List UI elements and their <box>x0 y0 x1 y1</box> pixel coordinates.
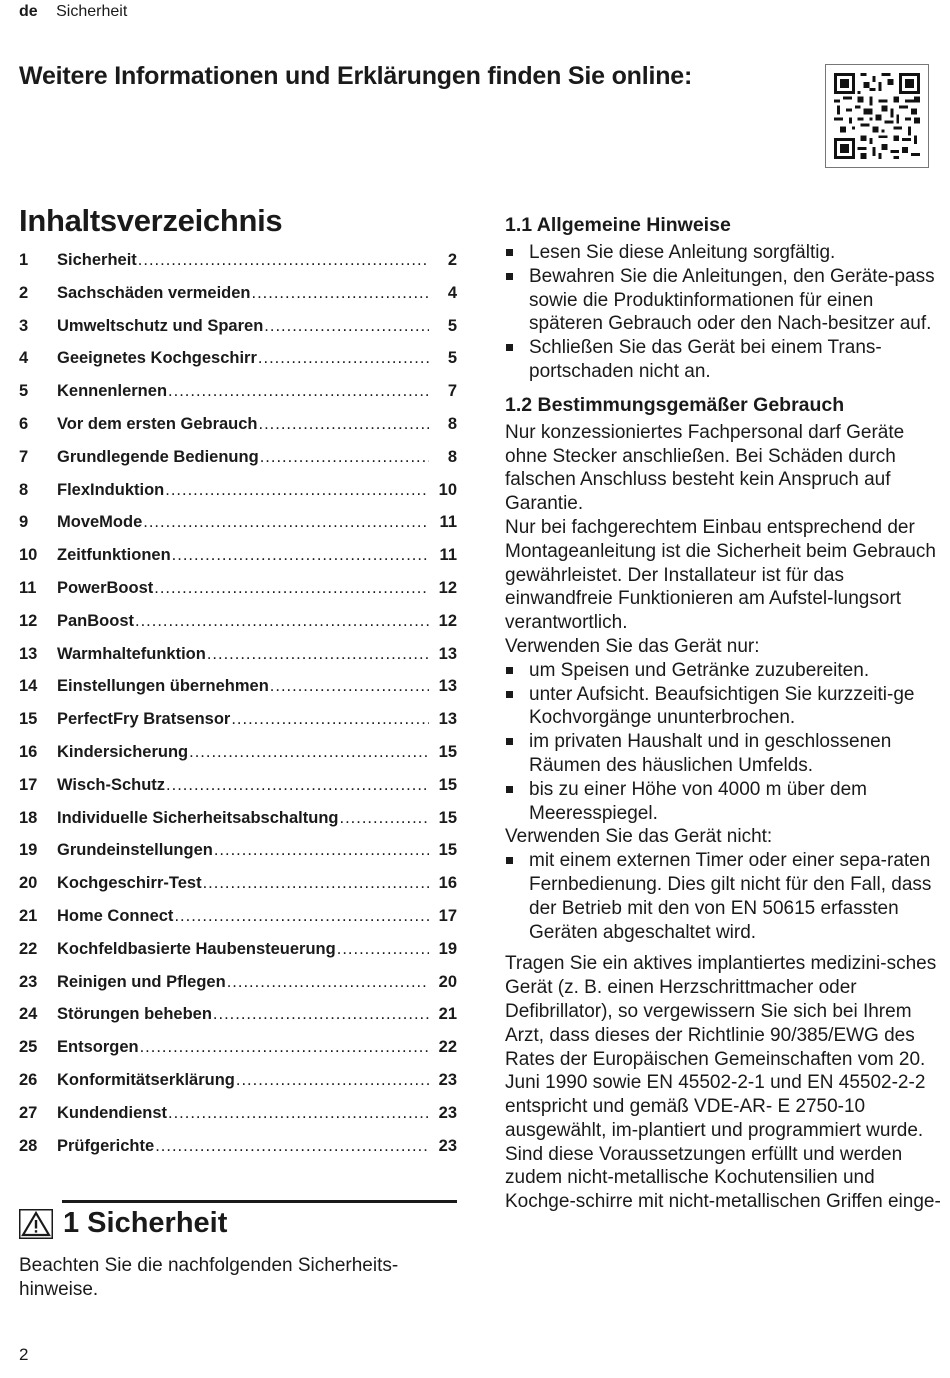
list-item: mit einem externen Timer oder einer sepa-raten Fernbedienung. Dies gilt nicht für den Fall, dass der Betrieb mit den von EN 50615 erfassten Geräten abgeschaltet wird. <box>505 849 945 944</box>
page-number: 2 <box>19 1345 29 1364</box>
toc-entry[interactable] <box>19 251 457 284</box>
toc-leader-dots <box>339 809 429 828</box>
toc-entry[interactable] <box>19 809 457 842</box>
toc-entry-number: 6 <box>19 414 29 433</box>
toc-entry-label: Störungen beheben <box>57 1005 212 1024</box>
toc-entry-label: Geeignetes Kochgeschirr <box>57 349 257 368</box>
toc-entry-number: 17 <box>19 775 38 794</box>
toc-entry-number: 13 <box>19 644 38 663</box>
list-item: Lesen Sie diese Anleitung sorgfältig. <box>505 241 945 265</box>
toc-title: Inhaltsverzeichnis <box>19 203 283 238</box>
toc-entry-page: 13 <box>438 644 457 663</box>
toc-entry-label: Konformitätserklärung <box>57 1070 235 1089</box>
toc-entry[interactable] <box>19 1005 457 1038</box>
toc-entry[interactable] <box>19 645 457 678</box>
toc-leader-dots <box>252 284 429 303</box>
toc-leader-dots <box>174 907 429 926</box>
toc-entry[interactable] <box>19 481 457 514</box>
toc-entry-label: Sachschäden vermeiden <box>57 283 251 302</box>
toc-entry[interactable] <box>19 349 457 382</box>
toc-entry-number: 15 <box>19 710 38 729</box>
toc-entry-label: Kundendienst <box>57 1103 167 1122</box>
toc-entry-number: 22 <box>19 939 38 958</box>
toc-entry-number: 21 <box>19 906 38 925</box>
toc-entry[interactable] <box>19 973 457 1006</box>
toc-entry-label: Sicherheit <box>57 251 137 269</box>
qr-code-icon <box>834 73 920 159</box>
header-section-title: Sicherheit <box>56 3 128 20</box>
toc-entry-label: Entsorgen <box>57 1038 139 1057</box>
prohibited-use-list <box>505 849 945 944</box>
toc-leader-dots <box>140 1038 429 1057</box>
toc-entry-number: 2 <box>19 283 29 302</box>
online-info-heading: Weitere Informationen und Erklärungen finden Sie online: <box>19 62 693 90</box>
section-divider <box>62 1200 457 1203</box>
toc-entry[interactable] <box>19 874 457 907</box>
paragraph: Nur konzessioniertes Fachpersonal darf Geräte ohne Stecker anschließen. Bei Schäden durch falschen Anschluss besteht kein Anspruch auf Garantie. <box>505 421 905 515</box>
paragraph: Nur bei fachgerechtem Einbau entsprechend der Montageanleitung ist die Sicherheit beim Gebrauch gewährleistet. Der Installateur ist für das einwandfreie Funktionieren am Aufstel-lungsort verantwortlich. <box>505 516 936 634</box>
section-title: 1 Sicherheit <box>63 1207 228 1239</box>
toc-leader-dots <box>168 1104 429 1123</box>
toc-leader-dots <box>258 349 429 368</box>
toc-entry-number: 3 <box>19 316 29 335</box>
toc-entry-label: Warmhaltefunktion <box>57 644 206 663</box>
toc-entry-page: 13 <box>438 710 457 729</box>
toc-entry-number: 4 <box>19 349 29 368</box>
list-item: bis zu einer Höhe von 4000 m über dem Meeresspiegel. <box>505 778 945 826</box>
subsection-heading-intended-use: 1.2 Bestimmungsgemäßer Gebrauch <box>505 393 845 416</box>
toc-entry-number: 8 <box>19 480 29 499</box>
toc-leader-dots <box>337 940 429 959</box>
toc-entry[interactable] <box>19 317 457 350</box>
list-item: um Speisen und Getränke zuzubereiten. <box>505 659 945 683</box>
toc-leader-dots <box>207 645 429 664</box>
qr-code[interactable] <box>825 64 929 168</box>
toc-entry-label: Einstellungen übernehmen <box>57 677 269 696</box>
toc-leader-dots <box>260 448 429 467</box>
toc-entry[interactable] <box>19 1038 457 1071</box>
toc-entry-number: 9 <box>19 513 29 532</box>
toc-leader-dots <box>259 415 429 434</box>
toc-entry-number: 11 <box>19 578 37 597</box>
toc-entry-page: 23 <box>438 1103 457 1122</box>
toc-leader-dots <box>135 612 429 631</box>
toc-entry[interactable] <box>19 546 457 579</box>
toc-entry-number: 26 <box>19 1070 38 1089</box>
toc-entry-page: 15 <box>438 841 457 860</box>
toc-leader-dots <box>189 743 429 762</box>
toc-entry-number: 5 <box>19 382 29 401</box>
toc-entry-page: 20 <box>438 972 457 991</box>
toc-leader-dots <box>138 251 429 270</box>
toc-entry-page: 11 <box>439 513 457 532</box>
toc-entry-label: Umweltschutz und Sparen <box>57 316 264 335</box>
list-item: Bewahren Sie die Anleitungen, den Geräte-pass sowie die Produktinformationen für einen späteren Gebrauch oder den Nach-besitzer auf. <box>505 265 945 336</box>
toc-entry-page: 15 <box>438 808 457 827</box>
list-item: im privaten Haushalt und in geschlossenen Räumen des häuslichen Umfelds. <box>505 730 945 778</box>
toc-entry[interactable] <box>19 743 457 776</box>
paragraph: Verwenden Sie das Gerät nicht: <box>505 826 773 848</box>
toc-entry-number: 23 <box>19 972 38 991</box>
toc-entry-page: 15 <box>438 775 457 794</box>
toc-leader-dots <box>165 481 429 500</box>
toc-entry[interactable] <box>19 1104 457 1137</box>
toc-entry[interactable] <box>19 415 457 448</box>
toc-leader-dots <box>143 513 429 532</box>
toc-entry-number: 20 <box>19 874 38 893</box>
toc-leader-dots <box>203 874 429 893</box>
paragraph: Tragen Sie ein aktives implantiertes medizini-sches Gerät (z. B. einen Herzschrittmacher oder Defibrillator), so vergewissern Sie sich bei Ihrem Arzt, dass dieses der Richtlinie 90/385/EWG des Rates der Europäischen Gemeinschaften vom 20. Juni 1990 sowie EN 45502-2-1 und EN 45502-2-2 entspricht und gemäß VDE-AR- E 2750-10 ausgewählt, im-plantiert und programmiert wurde. Sind diese Voraussetzungen erfüllt und werden zudem nicht-metallische Kochutensilien und Kochge-schirre mit nicht-metallischen Griffen einge- <box>505 953 941 1213</box>
toc-entry-label: Prüfgerichte <box>57 1136 155 1155</box>
toc-entry-number: 12 <box>19 611 38 630</box>
toc-entry-page: 7 <box>447 382 457 401</box>
toc-entry-page: 21 <box>438 1005 457 1024</box>
toc-entry[interactable] <box>19 284 457 317</box>
table-of-contents <box>19 251 457 1169</box>
toc-entry-label: Vor dem ersten Gebrauch <box>57 414 258 433</box>
toc-entry-number: 16 <box>19 742 38 761</box>
page-header <box>19 3 127 21</box>
toc-entry-number: 7 <box>19 447 29 466</box>
section-intro-text: Beachten Sie die nachfolgenden Sicherheits-hinweise. <box>19 1255 399 1300</box>
list-item: unter Aufsicht. Beaufsichtigen Sie kurzzeiti-ge Kochvorgänge ununterbrochen. <box>505 683 945 731</box>
general-notes-list <box>505 241 945 384</box>
toc-entry[interactable] <box>19 940 457 973</box>
toc-entry-page: 5 <box>447 349 457 368</box>
toc-leader-dots <box>166 776 429 795</box>
toc-entry-number: 19 <box>19 841 38 860</box>
toc-entry[interactable] <box>19 907 457 940</box>
toc-entry-number: 27 <box>19 1103 38 1122</box>
list-item: Schließen Sie das Gerät bei einem Trans-portschaden nicht an. <box>505 336 945 384</box>
toc-entry-page: 8 <box>447 414 457 433</box>
toc-entry-label: Zeitfunktionen <box>57 546 171 565</box>
toc-entry-page: 16 <box>438 874 457 893</box>
subsection-heading-general: 1.1 Allgemeine Hinweise <box>505 214 731 236</box>
toc-leader-dots <box>264 317 429 336</box>
toc-entry-page: 13 <box>438 677 457 696</box>
language-code: de <box>19 3 38 20</box>
toc-leader-dots <box>213 1005 429 1024</box>
toc-leader-dots <box>172 546 429 565</box>
toc-entry[interactable] <box>19 612 457 645</box>
toc-entry-page: 11 <box>439 546 457 565</box>
toc-entry-label: PanBoost <box>57 611 135 630</box>
toc-entry-number: 18 <box>19 808 38 827</box>
toc-entry-page: 23 <box>438 1136 457 1155</box>
toc-entry-number: 28 <box>19 1136 38 1155</box>
toc-entry[interactable] <box>19 1137 457 1170</box>
toc-entry-page: 15 <box>438 742 457 761</box>
toc-leader-dots <box>154 579 429 598</box>
toc-entry-page: 5 <box>447 316 457 335</box>
toc-leader-dots <box>155 1137 429 1156</box>
toc-leader-dots <box>214 841 429 860</box>
toc-entry-label: Individuelle Sicherheitsabschaltung <box>57 808 339 827</box>
toc-entry-label: FlexInduktion <box>57 480 165 499</box>
toc-leader-dots <box>227 973 429 992</box>
toc-entry[interactable] <box>19 579 457 612</box>
right-column <box>505 213 945 1214</box>
toc-entry[interactable] <box>19 841 457 874</box>
warning-triangle-icon <box>19 1209 53 1239</box>
toc-entry-number: 25 <box>19 1038 38 1057</box>
toc-entry-label: PerfectFry Bratsensor <box>57 710 231 729</box>
toc-entry-page: 12 <box>438 578 457 597</box>
section-heading <box>19 1207 227 1240</box>
toc-leader-dots <box>231 710 429 729</box>
toc-entry-page: 12 <box>438 611 457 630</box>
toc-entry-label: Kindersicherung <box>57 742 189 761</box>
toc-entry-page: 4 <box>447 283 457 302</box>
toc-entry-number: 14 <box>19 677 38 696</box>
toc-entry-label: Kochfeldbasierte Haubensteuerung <box>57 939 336 958</box>
toc-entry[interactable] <box>19 677 457 710</box>
toc-entry-number: 24 <box>19 1005 38 1024</box>
toc-entry[interactable] <box>19 776 457 809</box>
toc-entry-label: Wisch-Schutz <box>57 775 166 794</box>
toc-leader-dots <box>168 382 429 401</box>
toc-entry-page: 2 <box>447 251 457 269</box>
toc-entry-label: Kochgeschirr-Test <box>57 874 202 893</box>
toc-entry-number: 1 <box>19 251 29 269</box>
toc-entry-page: 8 <box>447 447 457 466</box>
toc-entry-label: Grundeinstellungen <box>57 841 213 860</box>
toc-entry-number: 10 <box>19 546 38 565</box>
toc-entry[interactable] <box>19 448 457 481</box>
toc-entry-label: PowerBoost <box>57 578 154 597</box>
permitted-use-list <box>505 659 945 826</box>
paragraph: Verwenden Sie das Gerät nur: <box>505 635 760 657</box>
toc-entry-label: Reinigen und Pflegen <box>57 972 226 991</box>
toc-entry[interactable] <box>19 513 457 546</box>
toc-leader-dots <box>270 677 429 696</box>
toc-entry[interactable] <box>19 1071 457 1104</box>
toc-entry-page: 23 <box>438 1070 457 1089</box>
toc-entry-page: 22 <box>438 1038 457 1057</box>
toc-entry[interactable] <box>19 382 457 415</box>
toc-entry-page: 19 <box>438 939 457 958</box>
toc-entry-label: Home Connect <box>57 906 174 925</box>
toc-entry-label: Kennenlernen <box>57 382 168 401</box>
toc-entry-label: Grundlegende Bedienung <box>57 447 259 466</box>
toc-entry-page: 10 <box>438 480 457 499</box>
toc-leader-dots <box>236 1071 429 1090</box>
toc-entry-label: MoveMode <box>57 513 143 532</box>
toc-entry[interactable] <box>19 710 457 743</box>
toc-entry-page: 17 <box>438 906 457 925</box>
